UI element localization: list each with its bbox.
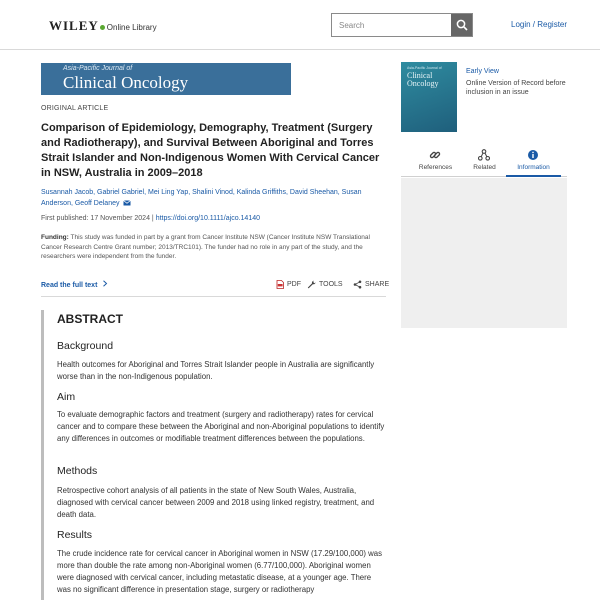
pdf-button[interactable] bbox=[276, 280, 301, 289]
journal-cover-thumbnail[interactable] bbox=[401, 62, 457, 132]
tab-related[interactable] bbox=[457, 145, 512, 177]
share-icon bbox=[353, 280, 362, 289]
article-title: Comparison of Epidemiology, Demography, Treatment (Surgery and Radiotherapy), and Survival Between Aboriginal and Torres Strait Islander and Non-Indigenous Women With Cervical Cancer in NSW, Australia in 2009–2018 bbox=[41, 122, 380, 179]
first-published-date: 17 November 2024 bbox=[90, 215, 150, 222]
early-view-description: Online Version of Record before inclusion in an issue bbox=[466, 80, 566, 96]
tab-information-label: Information bbox=[517, 164, 550, 171]
tools-label: TOOLS bbox=[319, 281, 343, 288]
logo-brand: WILEY bbox=[49, 18, 99, 33]
search-button[interactable] bbox=[451, 14, 472, 36]
wiley-logo[interactable] bbox=[49, 18, 157, 34]
funding-statement bbox=[41, 233, 386, 262]
email-icon[interactable] bbox=[123, 200, 131, 206]
tab-related-label: Related bbox=[473, 164, 496, 171]
tab-references[interactable] bbox=[408, 145, 463, 177]
information-panel bbox=[401, 178, 567, 328]
aim-text: To evaluate demographic factors and treatment (surgery and radiotherapy) rates for cervical cancer and to compare these between the Aboriginal and non-Aboriginal populations to identify any differences in outcomes or modifiable treatment differences between the populations. bbox=[57, 410, 385, 443]
tab-references-label: References bbox=[418, 164, 453, 171]
funding-label: Funding: bbox=[41, 234, 69, 241]
login-register-link[interactable]: Login / Register bbox=[511, 20, 568, 29]
tools-button[interactable] bbox=[307, 280, 343, 289]
journal-banner[interactable] bbox=[41, 63, 291, 95]
aim-heading: Aim bbox=[57, 391, 76, 403]
share-label: SHARE bbox=[365, 281, 390, 288]
first-published-label: First published: bbox=[41, 215, 89, 222]
publication-line bbox=[41, 215, 260, 222]
doi-link[interactable]: https://doi.org/10.1111/ajco.14140 bbox=[155, 215, 261, 222]
abstract-section bbox=[41, 310, 386, 600]
wrench-icon bbox=[307, 280, 316, 289]
methods-heading: Methods bbox=[57, 465, 98, 477]
chevron-right-icon bbox=[102, 280, 108, 287]
early-view-link[interactable]: Early View bbox=[466, 68, 499, 75]
funding-text: This study was funded in part by a grant from Cancer Institute NSW (Cancer Institute NSW Translational Cancer Research Centre Grant number; 2013/TRC101). The funder had no role in any part of the study, and the researchers were independent from the funder. bbox=[41, 234, 370, 260]
author-list[interactable] bbox=[41, 187, 381, 209]
article-type: ORIGINAL ARTICLE bbox=[41, 105, 109, 112]
pub-separator: | bbox=[151, 215, 154, 222]
network-icon bbox=[478, 149, 490, 161]
methods-text: Retrospective cohort analysis of all patients in the state of New South Wales, Australia, diagnosed with cervical cancer between 2009 and 2018 using linked registry, treatment, and death data. bbox=[57, 486, 375, 519]
results-heading: Results bbox=[57, 529, 93, 541]
cover-title: Clinical Oncology bbox=[407, 71, 439, 88]
abstract-heading: ABSTRACT bbox=[57, 312, 123, 326]
site-header bbox=[0, 0, 600, 50]
info-icon bbox=[527, 149, 539, 161]
background-heading: Background bbox=[57, 340, 114, 352]
read-full-text-link[interactable] bbox=[41, 280, 108, 289]
results-text: The crude incidence rate for cervical cancer in Aboriginal women in NSW (17.29/100,000) was more than double the rate among non-Aboriginal women (6.77/100,000). Aboriginal women were diagnosed with cervical cancer, including metastatic disease, at a younger age. There was no significant difference in presentation stage, surgery or radiotherapy bbox=[57, 549, 383, 594]
background-text: Health outcomes for Aboriginal and Torres Strait Islander people in Australia are significantly worse than in the non-Indigenous population. bbox=[57, 360, 375, 381]
search-icon bbox=[456, 19, 468, 31]
share-button[interactable] bbox=[353, 280, 389, 289]
sidebar-tabs bbox=[401, 145, 567, 177]
tab-information[interactable] bbox=[506, 145, 561, 177]
logo-dot-icon bbox=[100, 25, 105, 30]
banner-title: Clinical Oncology bbox=[63, 73, 189, 92]
article-actions bbox=[41, 277, 390, 297]
search-box bbox=[331, 13, 473, 37]
search-input[interactable] bbox=[332, 14, 451, 36]
read-full-label: Read the full text bbox=[41, 282, 98, 289]
authors-text[interactable]: Susannah Jacob, Gabriel Gabriel, Mei Ling Yap, Shalini Vinod, Kalinda Griffiths, David Sheehan, Susan Anderson, Geoff Delaney bbox=[41, 189, 362, 207]
pdf-label: PDF bbox=[287, 281, 301, 288]
banner-subtitle: Asia-Pacific Journal of bbox=[63, 65, 133, 72]
cover-subtitle: Asia-Pacific Journal of bbox=[407, 66, 442, 70]
link-icon bbox=[429, 149, 441, 161]
logo-suffix: Online Library bbox=[106, 23, 157, 32]
pdf-icon bbox=[276, 280, 284, 289]
